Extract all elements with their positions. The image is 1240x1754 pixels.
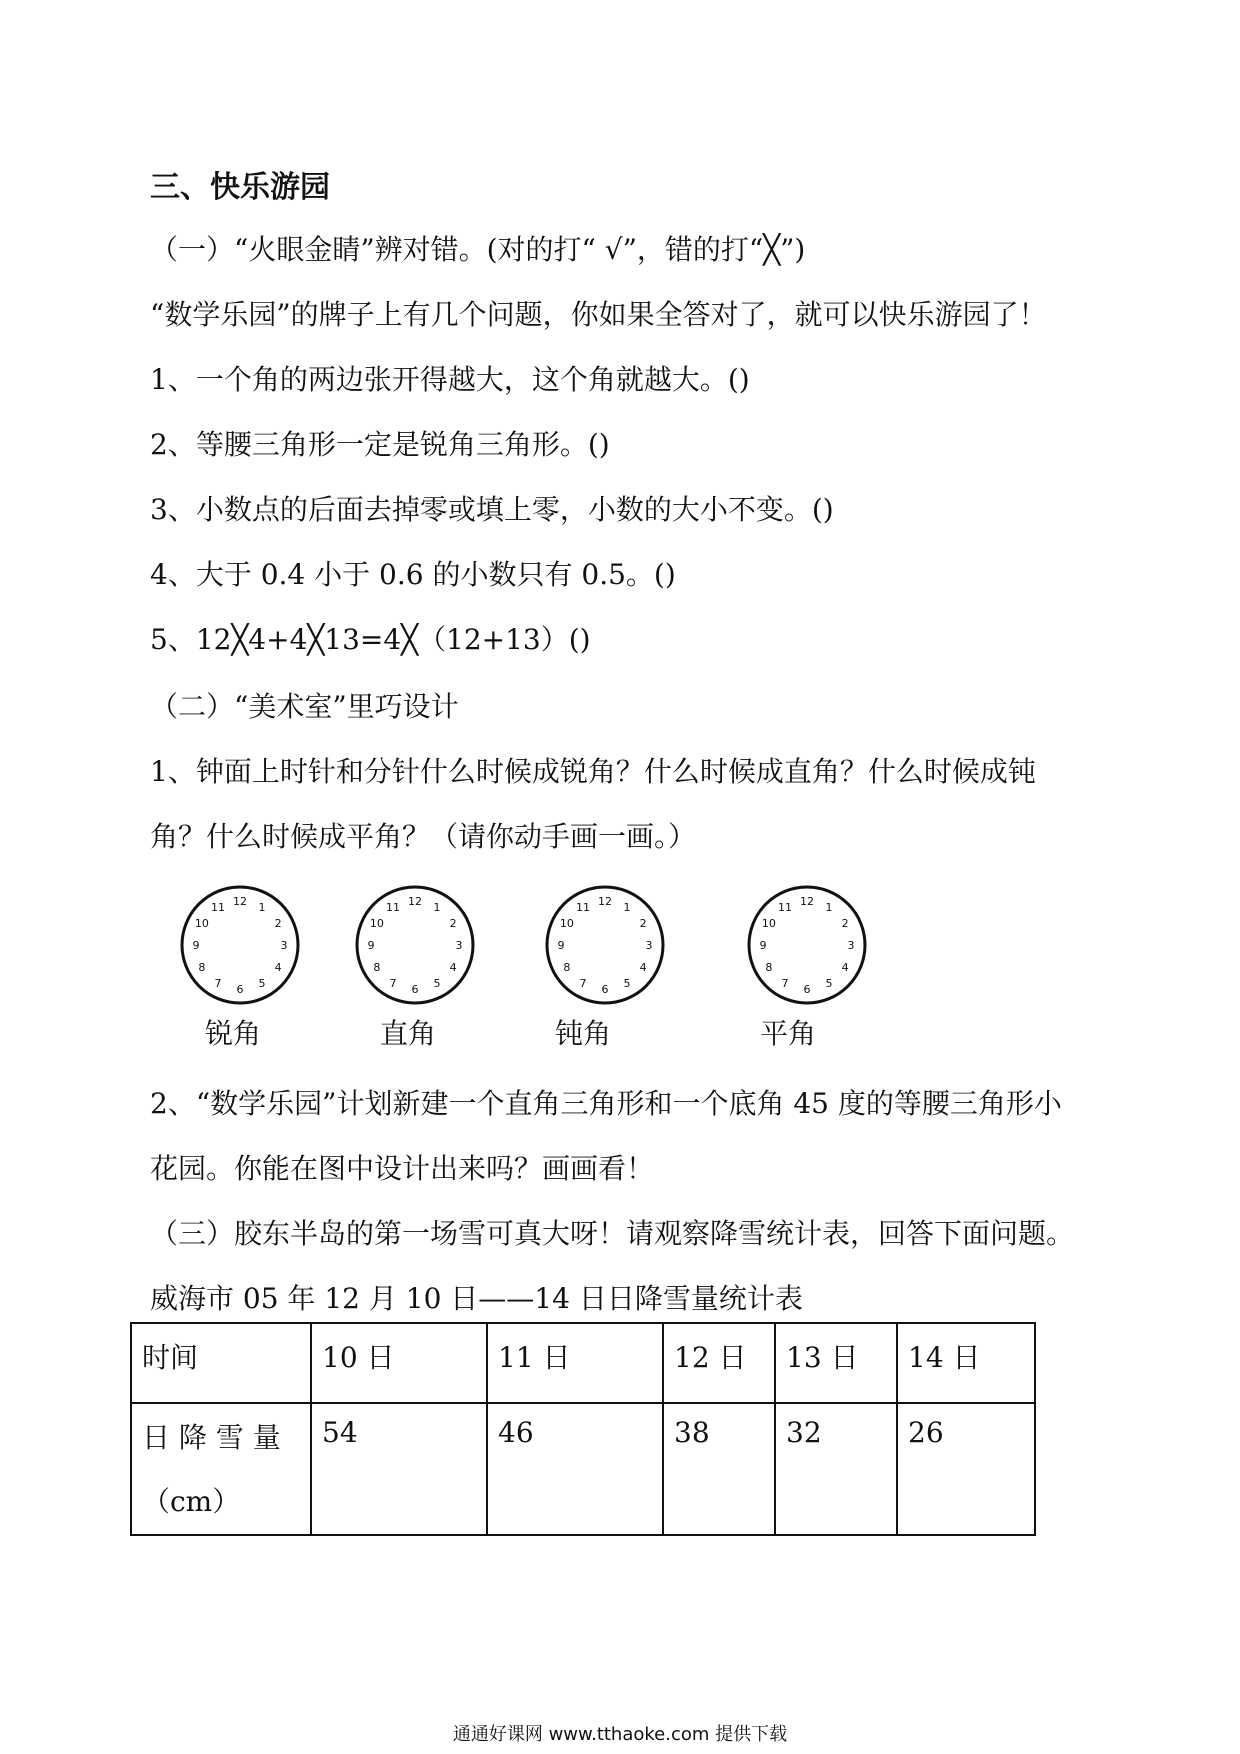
table-header-day: 13 日 (775, 1323, 897, 1403)
clock-numeral: 9 (192, 939, 200, 952)
table-cell-value: 54 (311, 1403, 487, 1535)
clock-numeral: 9 (759, 939, 767, 952)
table-caption: 威海市 05 年 12 月 10 日——14 日日降雪量统计表 (150, 1282, 803, 1315)
clock-numeral: 6 (236, 983, 244, 996)
question-item-4: 4、大于 0.4 小于 0.6 的小数只有 0.5。() (150, 558, 676, 591)
clock-numeral: 3 (645, 939, 653, 952)
clock-numeral: 3 (455, 939, 463, 952)
part1-intro: “数学乐园”的牌子上有几个问题，你如果全答对了，就可以快乐游园了！ (150, 298, 1047, 331)
clock-numeral: 1 (433, 900, 441, 914)
clock-numeral: 6 (411, 983, 419, 996)
table-row-label (131, 1403, 311, 1535)
clock-numeral: 12 (598, 895, 612, 908)
clock-numeral: 4 (639, 961, 647, 974)
clock-face (175, 880, 305, 1014)
question-item-5: 5、12╳4+4╳13=4╳（12+13）() (150, 623, 591, 656)
table-row (131, 1403, 1035, 1535)
clock-numeral: 8 (563, 961, 571, 974)
clock-face (540, 880, 670, 1014)
clock-numeral: 2 (449, 917, 457, 930)
clock-face (350, 880, 480, 1014)
table-header-day: 12 日 (663, 1323, 775, 1403)
clock-numeral: 5 (623, 977, 631, 991)
part2-title: （二）“美术室”里巧设计 (150, 690, 459, 723)
clock-numeral: 2 (274, 917, 282, 930)
part2-question-2-line-1: 2、“数学乐园”计划新建一个直角三角形和一个底角 45 度的等腰三角形小 (150, 1087, 1062, 1120)
clock-numeral: 7 (781, 977, 789, 991)
clock-numeral: 12 (408, 895, 422, 908)
part2-question-2-line-2: 花园。你能在图中设计出来吗？画画看！ (150, 1152, 655, 1185)
clock-numeral: 8 (373, 961, 381, 974)
clock-numeral: 6 (601, 983, 609, 996)
clock-numeral: 7 (214, 977, 222, 991)
clock-numeral: 4 (274, 961, 282, 974)
table-header-day: 14 日 (897, 1323, 1035, 1403)
clock-numeral: 2 (841, 917, 849, 930)
table-header-day: 11 日 (487, 1323, 663, 1403)
clock-numeral: 2 (639, 917, 647, 930)
clock-numeral: 11 (778, 900, 792, 914)
clock-numeral: 3 (280, 939, 288, 952)
clock-numeral: 9 (367, 939, 375, 952)
clock-numeral: 11 (386, 900, 400, 914)
table-header-label: 时间 (131, 1323, 311, 1403)
clock-numeral: 5 (258, 977, 266, 991)
clock-numeral: 12 (233, 895, 247, 908)
clock-numeral: 11 (211, 900, 225, 914)
clock-numeral: 8 (198, 961, 206, 974)
clock-numeral: 9 (557, 939, 565, 952)
part3-title: （三）胶东半岛的第一场雪可真大呀！请观察降雪统计表，回答下面问题。 (150, 1217, 1075, 1250)
clock-label-right: 直角 (380, 1017, 437, 1050)
clock-numeral: 1 (623, 900, 631, 914)
clock-numeral: 5 (825, 977, 833, 991)
part2-question-1-line-1: 1、钟面上时针和分针什么时候成锐角？什么时候成直角？什么时候成钝 (150, 755, 1036, 788)
clock-numeral: 5 (433, 977, 441, 991)
clock-numeral: 12 (800, 895, 814, 908)
clock-numeral: 7 (579, 977, 587, 991)
question-item-2: 2、等腰三角形一定是锐角三角形。() (150, 428, 610, 461)
clock-numeral: 1 (258, 900, 266, 914)
clock-numeral: 10 (194, 917, 209, 930)
table-cell-value: 38 (663, 1403, 775, 1535)
clock-face (742, 880, 872, 1014)
section-heading: 三、快乐游园 (150, 170, 330, 205)
table-cell-value: 26 (897, 1403, 1035, 1535)
clock-label-straight: 平角 (760, 1017, 817, 1050)
part2-question-1-line-2: 角？什么时候成平角？（请你动手画一画。） (150, 820, 697, 853)
table-header-day: 10 日 (311, 1323, 487, 1403)
clock-numeral: 6 (803, 983, 811, 996)
question-item-1: 1、一个角的两边张开得越大，这个角就越大。() (150, 363, 750, 396)
table-cell-value: 46 (487, 1403, 663, 1535)
clock-numeral: 4 (449, 961, 457, 974)
table-header-row (131, 1323, 1035, 1403)
clock-numeral: 3 (847, 939, 855, 952)
clock-numeral: 8 (765, 961, 773, 974)
clock-numeral: 10 (559, 917, 574, 930)
snowfall-table (130, 1322, 1036, 1536)
footer-source: 通通好课网 www.tthaoke.com 提供下载 (452, 1724, 788, 1745)
clock-numeral: 11 (576, 900, 590, 914)
clock-numeral: 4 (841, 961, 849, 974)
clock-numeral: 10 (761, 917, 776, 930)
clock-label-obtuse: 钝角 (555, 1017, 612, 1050)
row-label-unit: （cm） (142, 1485, 241, 1518)
clock-label-acute: 锐角 (205, 1017, 262, 1050)
clock-numeral: 7 (389, 977, 397, 991)
part1-title: （一）“火眼金睛”辨对错。(对的打“ √”，错的打“╳”) (150, 233, 806, 266)
row-label-line-1: 日 降 雪 量 (142, 1421, 281, 1454)
clock-numeral: 10 (369, 917, 384, 930)
table-cell-value: 32 (775, 1403, 897, 1535)
question-item-3: 3、小数点的后面去掉零或填上零，小数的大小不变。() (150, 493, 834, 526)
clock-numeral: 1 (825, 900, 833, 914)
